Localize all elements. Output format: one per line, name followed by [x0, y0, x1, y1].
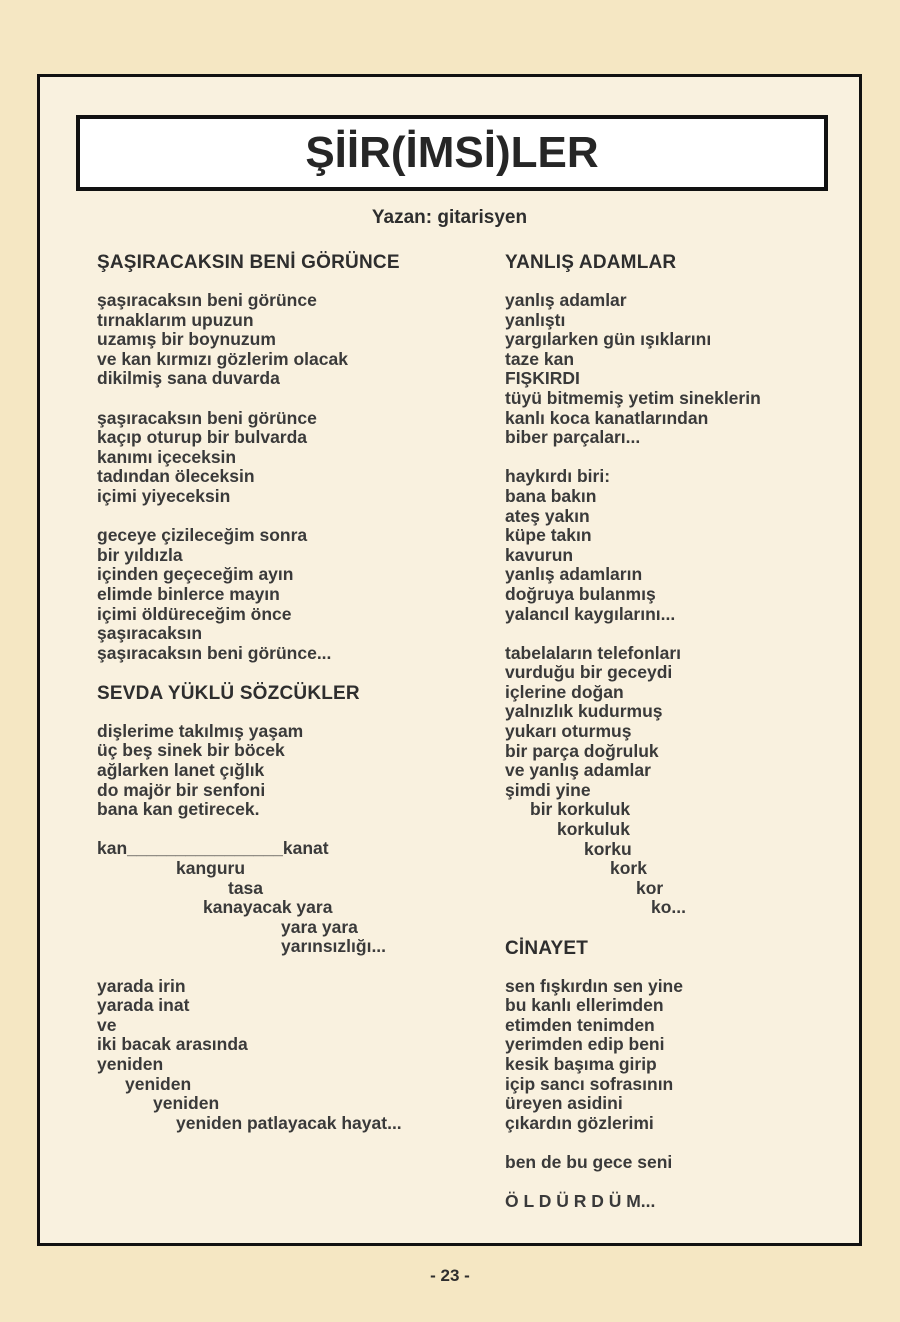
stanza: [505, 644, 875, 918]
poem-line: FIŞKIRDI: [505, 368, 580, 389]
poem-line: şimdi yine: [505, 779, 591, 800]
poem-heading: CİNAYET: [505, 937, 589, 959]
poem-line: ve yanlış adamlar: [505, 760, 651, 781]
poem-line: yarada inat: [97, 995, 190, 1016]
poem-line: kesik başıma girip: [505, 1053, 657, 1074]
poem-line: sen fışkırdın sen yine: [505, 975, 683, 996]
poem-line: yeniden: [153, 1093, 220, 1114]
poem-line: bana bakın: [505, 485, 597, 506]
poem-line: üç beş sinek bir böcek: [97, 740, 285, 761]
content-frame: [37, 74, 862, 1246]
poem-line: yeniden patlayacak hayat...: [176, 1112, 402, 1133]
poem-line: vurduğu bir geceydi: [505, 662, 673, 683]
poems-column-left: [97, 252, 497, 1153]
poem-line: içlerine doğan: [505, 681, 624, 702]
poem-line: tırnaklarım upuzun: [97, 309, 254, 330]
poem-line: yanlış adamların: [505, 564, 643, 585]
poem-line: içimi öldüreceğim önce: [97, 603, 292, 624]
poem-line: kanayacak yara: [203, 897, 333, 918]
poem-line: bir yıldızla: [97, 544, 183, 565]
poem: [97, 683, 497, 1133]
poem-line: yargılarken gün ışıklarını: [505, 329, 712, 350]
poem-line: tasa: [228, 877, 264, 898]
stanza: [97, 839, 497, 957]
poem-line: yanlıştı: [505, 309, 566, 330]
stanza: [97, 977, 497, 1134]
poem-line: yara yara: [281, 916, 358, 937]
poem-line: kor: [636, 877, 664, 898]
poems-column-right: [505, 252, 875, 1231]
poem-line: dişlerime takılmış yaşam: [97, 720, 304, 741]
poem-line: yeniden: [97, 1053, 164, 1074]
poem-line: kanımı içeceksin: [97, 446, 237, 467]
byline: Yazan: gitarisyen: [371, 207, 528, 228]
poem-line: tadından öleceksin: [97, 466, 255, 487]
poem-line: içinden geçeceğim ayın: [97, 564, 294, 585]
stanza: [505, 1153, 875, 1173]
poem-line: ve kan kırmızı gözlerim olacak: [97, 348, 348, 369]
poem-line: şaşıracaksın beni görünce: [97, 290, 317, 310]
poem-line: uzamış bir boynuzum: [97, 329, 276, 350]
poem-line: yanlış adamlar: [505, 290, 627, 310]
stanza: [97, 526, 497, 663]
poem-line: yarada irin: [97, 975, 186, 996]
poem-line: yeniden: [125, 1073, 192, 1094]
poem-line: kaçıp oturup bir bulvarda: [97, 427, 308, 448]
poem-line: Ö L D Ü R D Ü M...: [505, 1191, 656, 1212]
poem-line: doğruya bulanmış: [505, 583, 656, 604]
stanza: [97, 291, 497, 389]
poem-line: ben de bu gece seni: [505, 1151, 673, 1172]
stanza: [505, 291, 875, 448]
poem-line: geceye çizileceğim sonra: [97, 525, 308, 546]
poem-line: tüyü bitmemiş yetim sineklerin: [505, 387, 761, 408]
poem-line: yalnızlık kudurmuş: [505, 701, 663, 722]
poem-line: şaşıracaksın beni görünce...: [97, 642, 332, 663]
poem-line: içimi yiyeceksin: [97, 485, 231, 506]
stanza: [97, 409, 497, 507]
poem-heading: ŞAŞIRACAKSIN BENİ GÖRÜNCE: [97, 252, 400, 273]
poem-line: küpe takın: [505, 525, 592, 546]
stanza: [505, 977, 875, 1134]
poem-heading: YANLIŞ ADAMLAR: [505, 252, 677, 273]
poem-line: yalancıl kaygılarını...: [505, 603, 676, 624]
poem-line: bana kan getirecek.: [97, 799, 260, 820]
poem-line: bu kanlı ellerimden: [505, 995, 664, 1016]
poem-line: bir korkuluk: [530, 799, 631, 820]
poem-line: kanguru: [176, 858, 246, 879]
poem-line: kan________________kanat: [97, 838, 329, 859]
poem-line: ağlarken lanet çığlık: [97, 760, 265, 781]
poem-line: elimde binlerce mayın: [97, 583, 280, 604]
poem-line: şaşıracaksın: [97, 623, 203, 644]
title-box: [76, 115, 828, 191]
poem-line: tabelaların telefonları: [505, 642, 682, 663]
poem-line: bir parça doğruluk: [505, 740, 659, 761]
poem-line: kork: [610, 858, 647, 879]
poem-line: çıkardın gözlerimi: [505, 1112, 654, 1133]
stanza: [505, 467, 875, 624]
poem-line: içip sancı sofrasının: [505, 1073, 674, 1094]
poem-heading: SEVDA YÜKLÜ SÖZCÜKLER: [97, 682, 360, 704]
poem-line: yerimden edip beni: [505, 1034, 665, 1055]
poem-line: ve: [97, 1014, 117, 1035]
poem-line: korku: [584, 838, 632, 859]
poem-line: etimden tenimden: [505, 1014, 655, 1035]
poem: [505, 938, 875, 1212]
poem-line: taze kan: [505, 348, 575, 369]
poem-line: iki bacak arasında: [97, 1034, 248, 1055]
poem-line: korkuluk: [557, 819, 630, 840]
stanza: [97, 722, 497, 820]
poem-line: yukarı oturmuş: [505, 721, 632, 742]
poem: [505, 252, 875, 918]
page-title: ŞİİR(İMSİ)LER: [305, 128, 599, 177]
poem-line: yarınsızlığı...: [281, 936, 387, 957]
poem: [97, 252, 497, 663]
poem-line: dikilmiş sana duvarda: [97, 368, 280, 389]
poem-line: biber parçaları...: [505, 427, 641, 448]
poem-line: ateş yakın: [505, 505, 590, 526]
poem-line: şaşıracaksın beni görünce: [97, 407, 317, 428]
poem-line: haykırdı biri:: [505, 466, 611, 487]
page-number: - 23 -: [430, 1266, 470, 1285]
poem-line: kanlı koca kanatlarından: [505, 407, 709, 428]
poem-line: ko...: [651, 897, 687, 918]
stanza: [505, 1192, 875, 1212]
poem-line: do majör bir senfoni: [97, 779, 266, 800]
poem-line: üreyen asidini: [505, 1093, 623, 1114]
poem-line: kavurun: [505, 544, 574, 565]
